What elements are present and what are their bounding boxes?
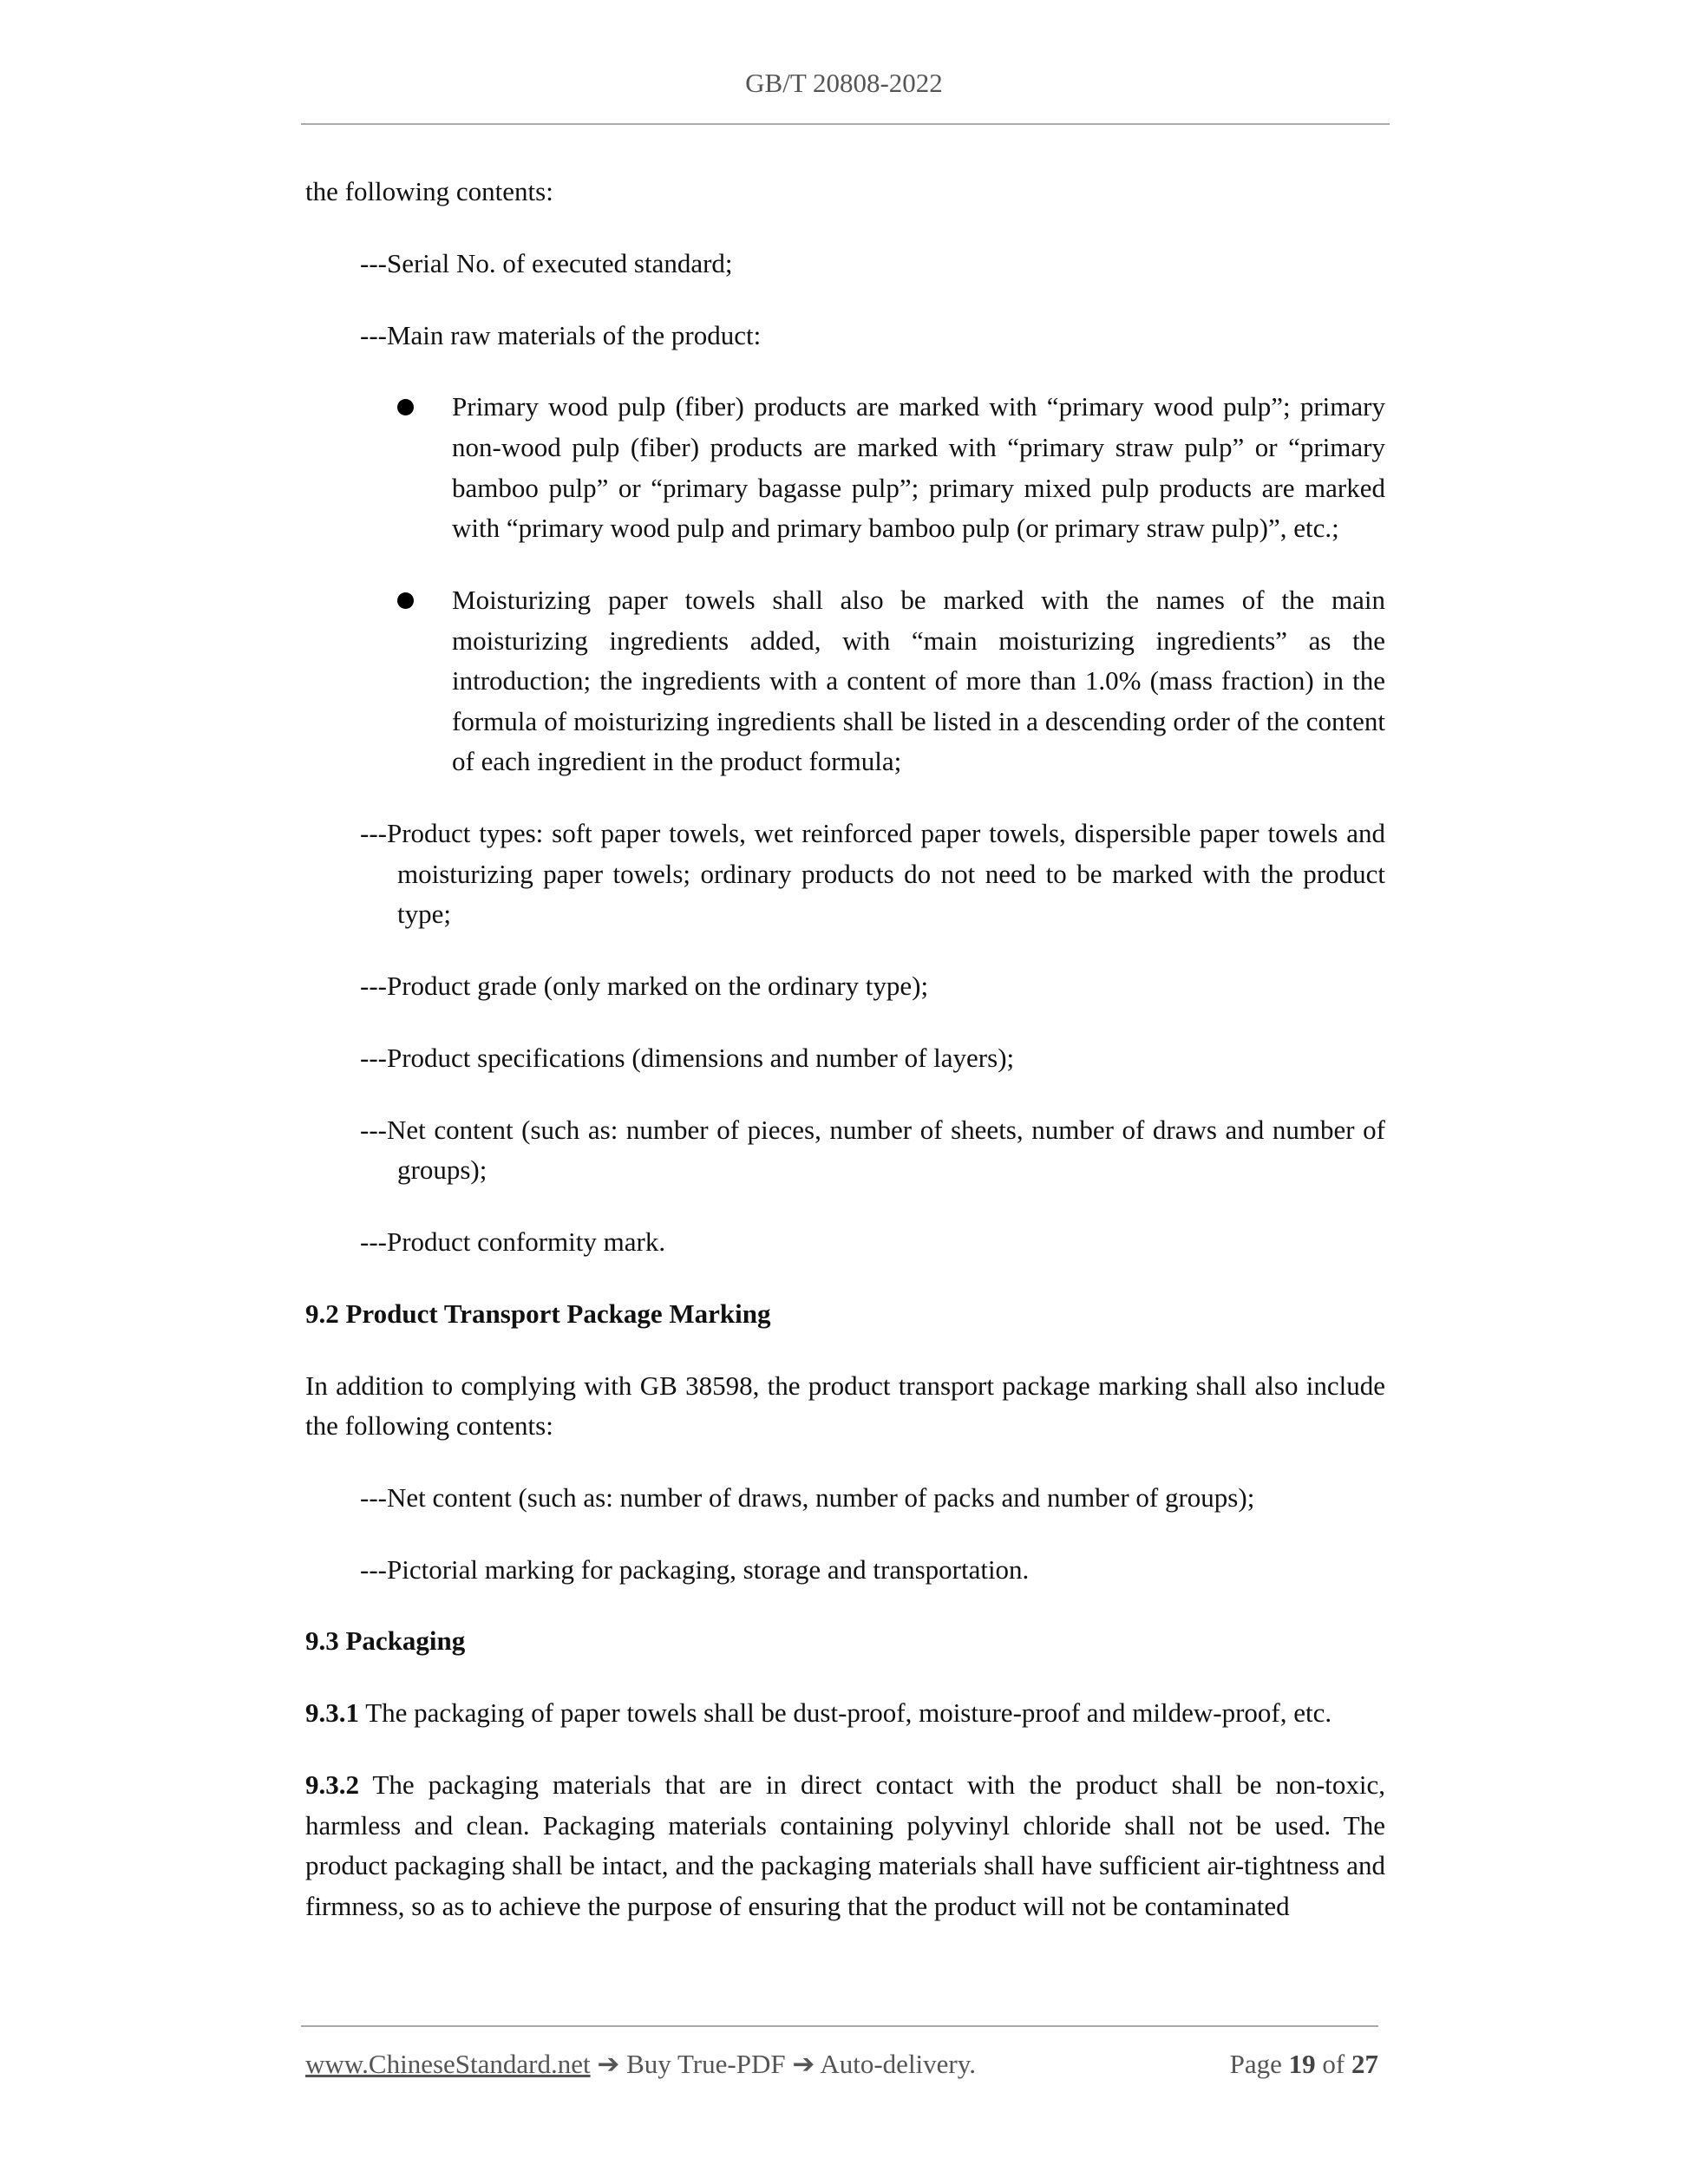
clause-number: 9.3.1 — [305, 1697, 359, 1729]
list-item: ---Product conformity mark. — [360, 1226, 666, 1257]
clause-9-3-1 — [305, 1693, 1385, 1734]
arrow-icon: ➔ — [597, 2049, 620, 2079]
header-divider — [301, 123, 1390, 125]
section-heading-9-3: 9.3 Packaging — [305, 1625, 466, 1657]
clause-text: The packaging materials that are in direct contact with the product shall be non-toxic, harmless and clean. Packaging materials containing polyvinyl chloride shall not be used. The product packaging shall be intact, and the packaging materials shall have sufficient air-tightness and firmness, so as to achieve the purpose of ensuring that the product will not be contaminated — [305, 1769, 1385, 1921]
website-link[interactable]: www.ChineseStandard.net — [305, 2049, 591, 2079]
list-item: ---Product specifications (dimensions and number of layers); — [360, 1042, 1015, 1073]
footer-divider — [301, 2025, 1378, 2027]
clause-text: The packaging of paper towels shall be dust-proof, moisture-proof and mildew-proof, etc. — [359, 1697, 1332, 1729]
auto-delivery-text: Auto-delivery. — [820, 2049, 976, 2079]
page-body — [305, 172, 1385, 1958]
current-page: 19 — [1288, 2049, 1316, 2079]
buy-text: Buy True-PDF — [626, 2049, 786, 2079]
bullet-text: Primary wood pulp (fiber) products are marked with “primary wood pulp”; primary non-wood pulp (fiber) products are marked with “primary straw pulp” or “primary bamboo pulp” or “primary bagasse pulp”; primary mixed pulp products are marked with “primary wood pulp and primary bamboo pulp (or primary straw pulp)”, etc.; — [452, 391, 1385, 544]
arrow-icon: ➔ — [792, 2049, 815, 2079]
clause-9-3-2 — [305, 1765, 1385, 1926]
bullet-text: Moisturizing paper towels shall also be marked with the names of the main moisturizing ingredients added, with “main moisturizing ingredients” as the introduction; the ingredients with a content of more than 1.0% (mass fraction) in the formula of moisturizing ingredients shall be listed in a descending order of the content of each ingredient in the product formula; — [452, 584, 1385, 777]
bullet-icon — [397, 399, 414, 415]
section-heading-9-2: 9.2 Product Transport Package Marking — [305, 1298, 771, 1329]
page-number — [1230, 2049, 1378, 2080]
list-item: ---Serial No. of executed standard; — [360, 247, 733, 278]
list-item: ---Net content (such as: number of draws, number of packs and number of groups); — [360, 1481, 1255, 1513]
footer — [305, 2049, 1378, 2080]
list-item: ---Product grade (only marked on the ordinary type); — [360, 971, 929, 1002]
total-pages: 27 — [1351, 2049, 1378, 2079]
list-item: ---Pictorial marking for packaging, storage and transportation. — [360, 1553, 1030, 1585]
bullet-icon — [397, 592, 414, 609]
clause-number: 9.3.2 — [305, 1769, 359, 1801]
bullet-item — [305, 580, 1385, 782]
bullet-item — [305, 387, 1385, 548]
of-label: of — [1322, 2049, 1345, 2079]
list-item: ---Main raw materials of the product: — [360, 319, 762, 350]
footer-left — [305, 2049, 976, 2080]
list-item: ---Product types: soft paper towels, wet reinforced paper towels, dispersible paper towels and moisturizing paper towels; ordinary products do not need to be marked with the product type; — [360, 818, 1385, 930]
document-id-header: GB/T 20808-2022 — [745, 68, 943, 98]
paragraph-9-2: In addition to complying with GB 38598, the product transport package marking shall also include the following contents: — [305, 1370, 1385, 1442]
intro-text: the following contents: — [305, 176, 553, 206]
list-item: ---Net content (such as: number of pieces, number of sheets, number of draws and number of groups); — [360, 1114, 1385, 1186]
page-label: Page — [1229, 2049, 1282, 2079]
